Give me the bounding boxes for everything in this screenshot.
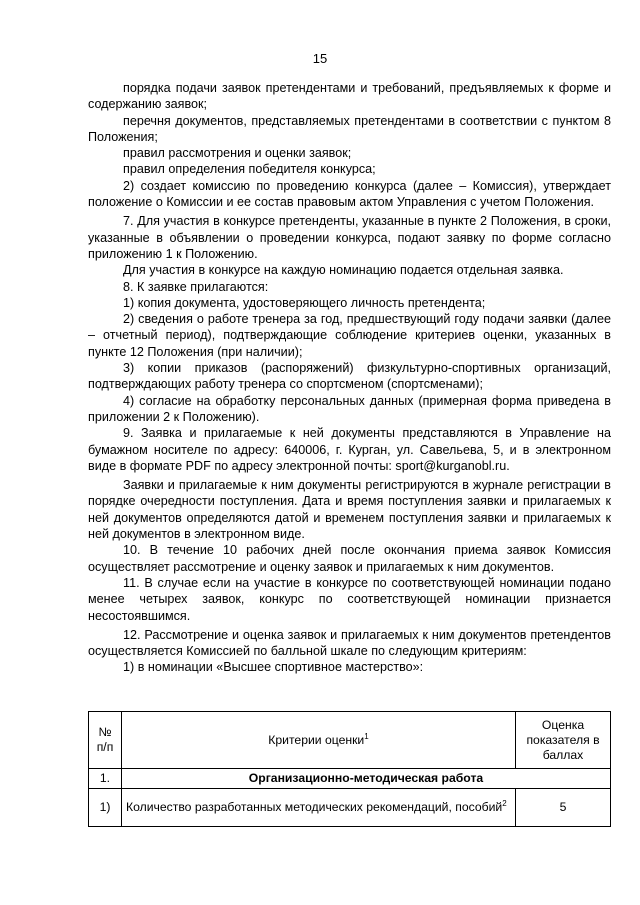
footnote-marker: 1 <box>364 731 369 741</box>
paragraph: 3) копии приказов (распоряжений) физкультурно-спортивных организаций, подтверждающих работу тренера со спортсменом (спортсменами); <box>88 361 611 392</box>
row-score: 5 <box>516 789 611 827</box>
section-number: 1. <box>89 769 122 789</box>
paragraph: Для участия в конкурсе на каждую номинацию подается отдельная заявка. <box>123 263 564 278</box>
paragraph: 10. В течение 10 рабочих дней после окончания приема заявок Комиссия осуществляет рассмотрение и оценку заявок и прилагаемых к ним документов. <box>88 543 611 574</box>
paragraph: 1) копия документа, удостоверяющего личность претендента; <box>123 295 486 310</box>
paragraph: правил рассмотрения и оценки заявок; <box>123 146 352 161</box>
header-criteria: Критерии оценки$^1$ <box>122 712 516 769</box>
header-score: Оценка показателя в баллах <box>516 712 611 769</box>
paragraph: Заявки и прилагаемые к ним документы регистрируются в журнале регистрации в порядке очередности поступления. Дата и время поступления заявки и прилагаемых к ней документов определяются датой и временем поступления заявки и прилагаемых к ней документов в электронном виде. <box>88 478 611 542</box>
row-criteria: Количество разработанных методических рекомендаций, пособий$^2$ <box>122 789 516 827</box>
paragraph: 7. Для участия в конкурсе претенденты, указанные в пункте 2 Положения, в сроки, указанные в объявлении о проведении конкурса, подают заявку по форме согласно приложению 1 к Положению. <box>88 214 611 261</box>
table-section-row <box>89 769 611 789</box>
row-number: 1) <box>89 789 122 827</box>
document-body <box>88 80 611 676</box>
criteria-table <box>88 711 611 827</box>
section-title: Организационно-методическая работа <box>122 769 611 789</box>
paragraph: порядка подачи заявок претендентами и требований, предъявляемых к форме и содержанию заявок; <box>88 81 611 112</box>
paragraph: 12. Рассмотрение и оценка заявок и прилагаемых к ним документов претендентов осуществляется Комиссией по балльной шкале по следующим критериям: <box>88 627 611 659</box>
header-number: № п/п <box>89 712 122 769</box>
paragraph: 4) согласие на обработку персональных данных (примерная форма приведена в приложении 2 к Положению). <box>88 393 611 424</box>
footnote-marker: 2 <box>502 798 507 808</box>
paragraph: 11. В случае если на участие в конкурсе по соответствующей номинации подано менее четырех заявок, конкурс по соответствующей номинации признается несостоявшимся. <box>88 575 611 623</box>
paragraph: 8. К заявке прилагаются: <box>123 279 269 294</box>
page-number: 15 <box>312 51 328 66</box>
paragraph: 9. Заявка и прилагаемые к ней документы представляются в Управление на бумажном носителе по адресу: 640006, г. Курган, ул. Савельева, 5, и в электронном виде в формате PDF по адресу электронной почты: sport@kurganobl.ru. <box>88 426 611 473</box>
paragraph: 1) в номинации «Высшее спортивное мастерство»: <box>123 660 424 675</box>
table-header-row <box>89 712 611 769</box>
table-row <box>89 789 611 827</box>
paragraph: 2) создает комиссию по проведению конкурса (далее – Комиссия), утверждает положение о Комиссии и ее состав правовым актом Управления с учетом Положения. <box>88 178 611 210</box>
paragraph: правил определения победителя конкурса; <box>123 162 376 177</box>
paragraph: 2) сведения о работе тренера за год, предшествующий году подачи заявки (далее – отчетный период), подтверждающие соблюдение критериев оценки, указанных в пункте 12 Положения (при наличии); <box>88 312 611 359</box>
paragraph: перечня документов, представляемых претендентами в соответствии с пунктом 8 Положения; <box>88 113 611 144</box>
